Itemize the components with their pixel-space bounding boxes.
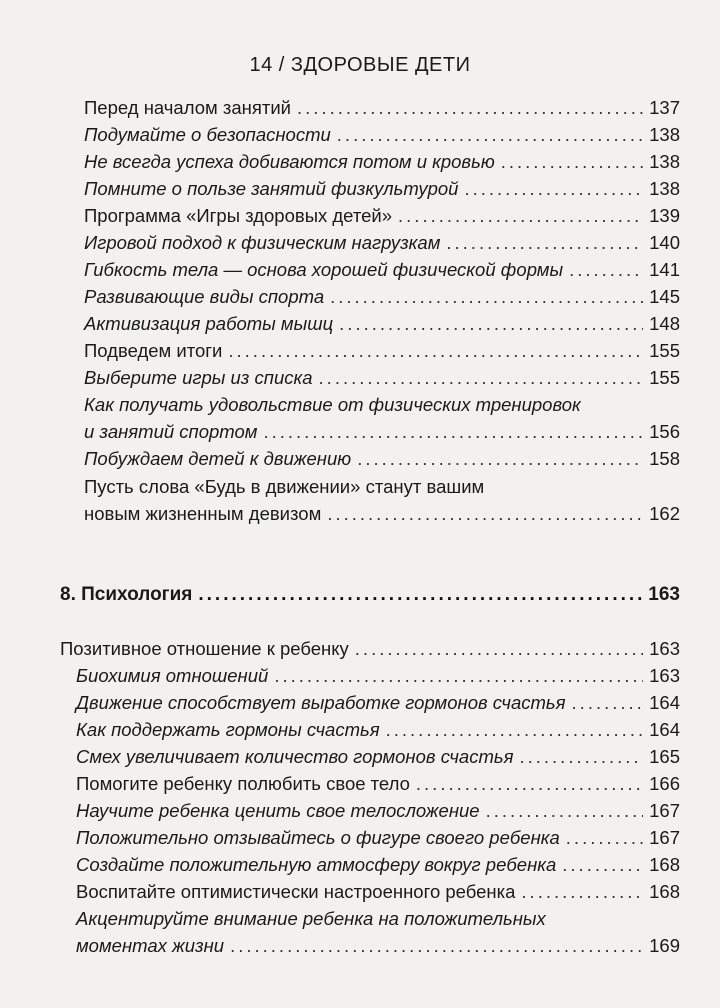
leader-dots [198, 584, 642, 606]
toc-entry-page: 155 [649, 367, 680, 388]
toc-entry [84, 259, 680, 281]
toc-entry-title: Развивающие виды спорта [84, 286, 325, 307]
leader-dots [386, 719, 644, 741]
leader-dots [297, 97, 643, 119]
leader-dots [230, 935, 643, 957]
leader-dots [572, 692, 644, 714]
leader-dots [566, 827, 643, 849]
leader-dots [355, 638, 643, 660]
toc-entry-title: Положительно отзывайтесь о фигуре своего ребенка [76, 827, 560, 848]
leader-dots [416, 773, 643, 795]
leader-dots [398, 205, 643, 227]
leader-dots [274, 665, 643, 687]
toc-entry-page: 168 [649, 854, 680, 875]
toc-entry [76, 692, 680, 714]
leader-dots [521, 881, 643, 903]
toc-entry-page: 141 [649, 259, 680, 280]
toc-entry-title: Выберите игры из списка [84, 367, 313, 388]
toc-chapter-title: 8. Психология [60, 584, 193, 605]
leader-dots [339, 313, 643, 335]
toc-entry-page: 156 [649, 421, 680, 442]
toc-entry-title: моментах жизни [76, 935, 225, 956]
toc-entry-title-line1: Пусть слова «Будь в движении» станут вашим [84, 476, 485, 497]
toc-entry-title: Подумайте о безопасности [84, 124, 331, 145]
toc-entry-title: Биохимия отношений [76, 665, 269, 686]
toc-entry-title: Создайте положительную атмосферу вокруг ребенка [76, 854, 557, 875]
toc-entry-title: Гибкость тела — основа хорошей физической формы [84, 259, 564, 280]
toc-entry [76, 800, 680, 822]
toc-entry-page: 145 [649, 286, 680, 307]
toc-entry-page: 169 [649, 935, 680, 956]
toc-entry-title: Побуждаем детей к движению [84, 448, 352, 469]
toc-entry-title-line1: Акцентируйте внимание ребенка на положительных [76, 908, 546, 929]
toc-entry [84, 313, 680, 335]
leader-dots [446, 232, 643, 254]
toc-entry-page: 167 [649, 827, 680, 848]
toc-entry-page: 138 [649, 124, 680, 145]
toc-entry [76, 773, 680, 795]
toc-chapter-entry [60, 584, 680, 606]
leader-dots [228, 340, 643, 362]
toc-entry [76, 881, 680, 903]
leader-dots [337, 124, 643, 146]
toc-entry [84, 286, 680, 308]
leader-dots [519, 746, 643, 768]
toc-entry-title: Игровой подход к физическим нагрузкам [84, 232, 441, 253]
leader-dots [327, 503, 643, 525]
toc-entry-title-line1: Как получать удовольствие от физических тренировок [84, 394, 581, 415]
toc-entry [84, 421, 680, 443]
toc-entry [84, 97, 680, 119]
toc-entry [76, 719, 680, 741]
toc-entry [76, 746, 680, 768]
running-header: 14 / ЗДОРОВЫЕ ДЕТИ [249, 54, 471, 76]
toc-entry [76, 935, 680, 957]
toc-entry-page: 164 [649, 719, 680, 740]
toc-entry-title: Движение способствует выработке гормонов счастья [76, 692, 566, 713]
toc-entry-title: Позитивное отношение к ребенку [60, 638, 349, 659]
leader-dots [263, 421, 643, 443]
toc-chapter-page: 163 [648, 584, 680, 605]
toc-entry-page: 137 [649, 97, 680, 118]
leader-dots [562, 854, 643, 876]
leader-dots [486, 800, 644, 822]
toc-entry-title: Как поддержать гормоны счастья [76, 719, 380, 740]
toc-entry-title: Подведем итоги [84, 340, 223, 361]
toc-entry-title: Не всегда успеха добиваются потом и кровью [84, 151, 495, 172]
toc-entry-page: 162 [649, 503, 680, 524]
toc-entry-page: 138 [649, 178, 680, 199]
toc-entry-title: Воспитайте оптимистически настроенного ребенка [76, 881, 516, 902]
toc-entry [84, 340, 680, 362]
toc-entry [84, 205, 680, 227]
toc-entry-page: 163 [649, 638, 680, 659]
toc-entry-page: 165 [649, 746, 680, 767]
toc-entry-page: 158 [649, 448, 680, 469]
toc-entry-page: 138 [649, 151, 680, 172]
toc-entry-page: 166 [649, 773, 680, 794]
toc-entry [60, 638, 680, 660]
toc-entry [84, 151, 680, 173]
toc-entry-title: Смех увеличивает количество гормонов счастья [76, 746, 514, 767]
toc-entry-page: 140 [649, 232, 680, 253]
toc-entry-title: Активизация работы мышц [84, 313, 334, 334]
toc-entry-page: 167 [649, 800, 680, 821]
toc-entry [84, 503, 680, 525]
leader-dots [501, 151, 643, 173]
leader-dots [357, 448, 643, 470]
toc-entry [84, 178, 680, 200]
toc-entry-title: и занятий спортом [84, 421, 258, 442]
toc-entry-title: Программа «Игры здоровых детей» [84, 205, 393, 226]
leader-dots [464, 178, 643, 200]
leader-dots [330, 286, 643, 308]
toc-entry [84, 124, 680, 146]
toc-entry-page: 139 [649, 205, 680, 226]
toc-entry-title: Перед началом занятий [84, 97, 292, 118]
toc-entry-page: 168 [649, 881, 680, 902]
toc-entry [84, 448, 680, 470]
toc-entry-title: Помните о пользе занятий физкультурой [84, 178, 459, 199]
toc-entry [76, 854, 680, 876]
leader-dots [319, 367, 644, 389]
toc-entry [76, 827, 680, 849]
toc-entry-page: 164 [649, 692, 680, 713]
toc-entry-page: 155 [649, 340, 680, 361]
toc-entry-page: 163 [649, 665, 680, 686]
leader-dots [569, 259, 643, 281]
toc-entry [84, 232, 680, 254]
toc-entry-title: Помогите ребенку полюбить свое тело [76, 773, 410, 794]
toc-entry [76, 665, 680, 687]
toc-entry-title: новым жизненным девизом [84, 503, 322, 524]
toc-entry-title: Научите ребенка ценить свое телосложение [76, 800, 480, 821]
toc-entry [84, 367, 680, 389]
toc-entry-page: 148 [649, 313, 680, 334]
